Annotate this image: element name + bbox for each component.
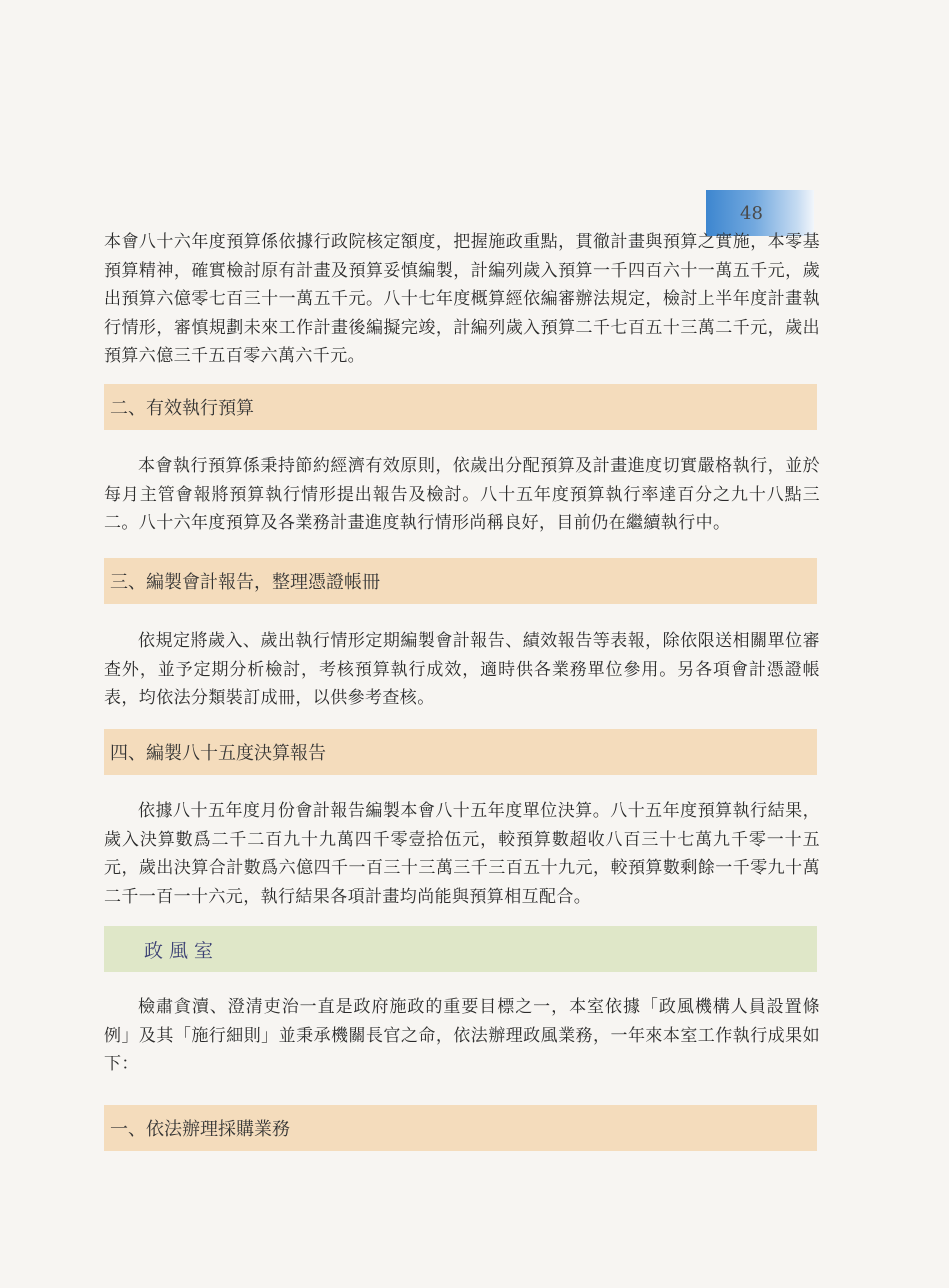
paragraph-budget-preparation: 本會八十六年度預算係依據行政院核定額度，把握施政重點，貫徹計畫與預算之實施，本零基預算精神，確實檢討原有計畫及預算妥慎編製，計編列歲入預算一千四百六十一萬五千元，歲出預算六億零七百三十一萬五千元。八十七年度概算經依編審辦法規定，檢討上半年度計畫執行情形，審慎規劃未來工作計畫後編擬完竣，計編列歲入預算二千七百五十三萬二千元，歲出預算六億三千五百零六萬六千元。 [104,232,820,366]
heading-final-accounts: 四、編製八十五度決算報告 [104,729,817,775]
paragraph-accounting-reports: 依規定將歲入、歲出執行情形定期編製會計報告、績效報告等表報，除依限送相關單位審查外，並予定期分析檢討，考核預算執行成效，適時供各業務單位參用。另各項會計憑證帳表，均依法分類裝訂成冊，以供參考查核。 [104,631,820,708]
page-number: 48 [706,190,814,236]
heading-accounting-reports: 三、編製會計報告，整理憑證帳冊 [104,558,817,604]
heading-execute-budget: 二、有效執行預算 [104,384,817,430]
paragraph-budget-execution: 本會執行預算係秉持節約經濟有效原則，依歲出分配預算及計畫進度切實嚴格執行，並於每月主管會報將預算執行情形提出報告及檢討。八十五年度預算執行率達百分之九十八點三二。八十六年度預算及各業務計畫進度執行情形尚稱良好，目前仍在繼續執行中。 [104,456,820,533]
paragraph-ethics-office: 檢肅貪瀆、澄清吏治一直是政府施政的重要目標之一，本室依據「政風機構人員設置條例」及其「施行細則」並秉承機關長官之命，依法辦理政風業務，一年來本室工作執行成果如下： [104,997,820,1074]
heading-ethics-office: 政風室 [104,926,817,972]
heading-procurement: 一、依法辦理採購業務 [104,1105,817,1151]
paragraph-final-accounts: 依據八十五年度月份會計報告編製本會八十五年度單位決算。八十五年度預算執行結果，歲入決算數爲二千二百九十九萬四千零壹拾伍元，較預算數超收八百三十七萬九千零一十五元，歲出決算合計數爲六億四千一百三十三萬三千三百五十九元，較預算數剩餘一千零九十萬二千一百一十六元，執行結果各項計畫均尚能與預算相互配合。 [104,801,820,907]
